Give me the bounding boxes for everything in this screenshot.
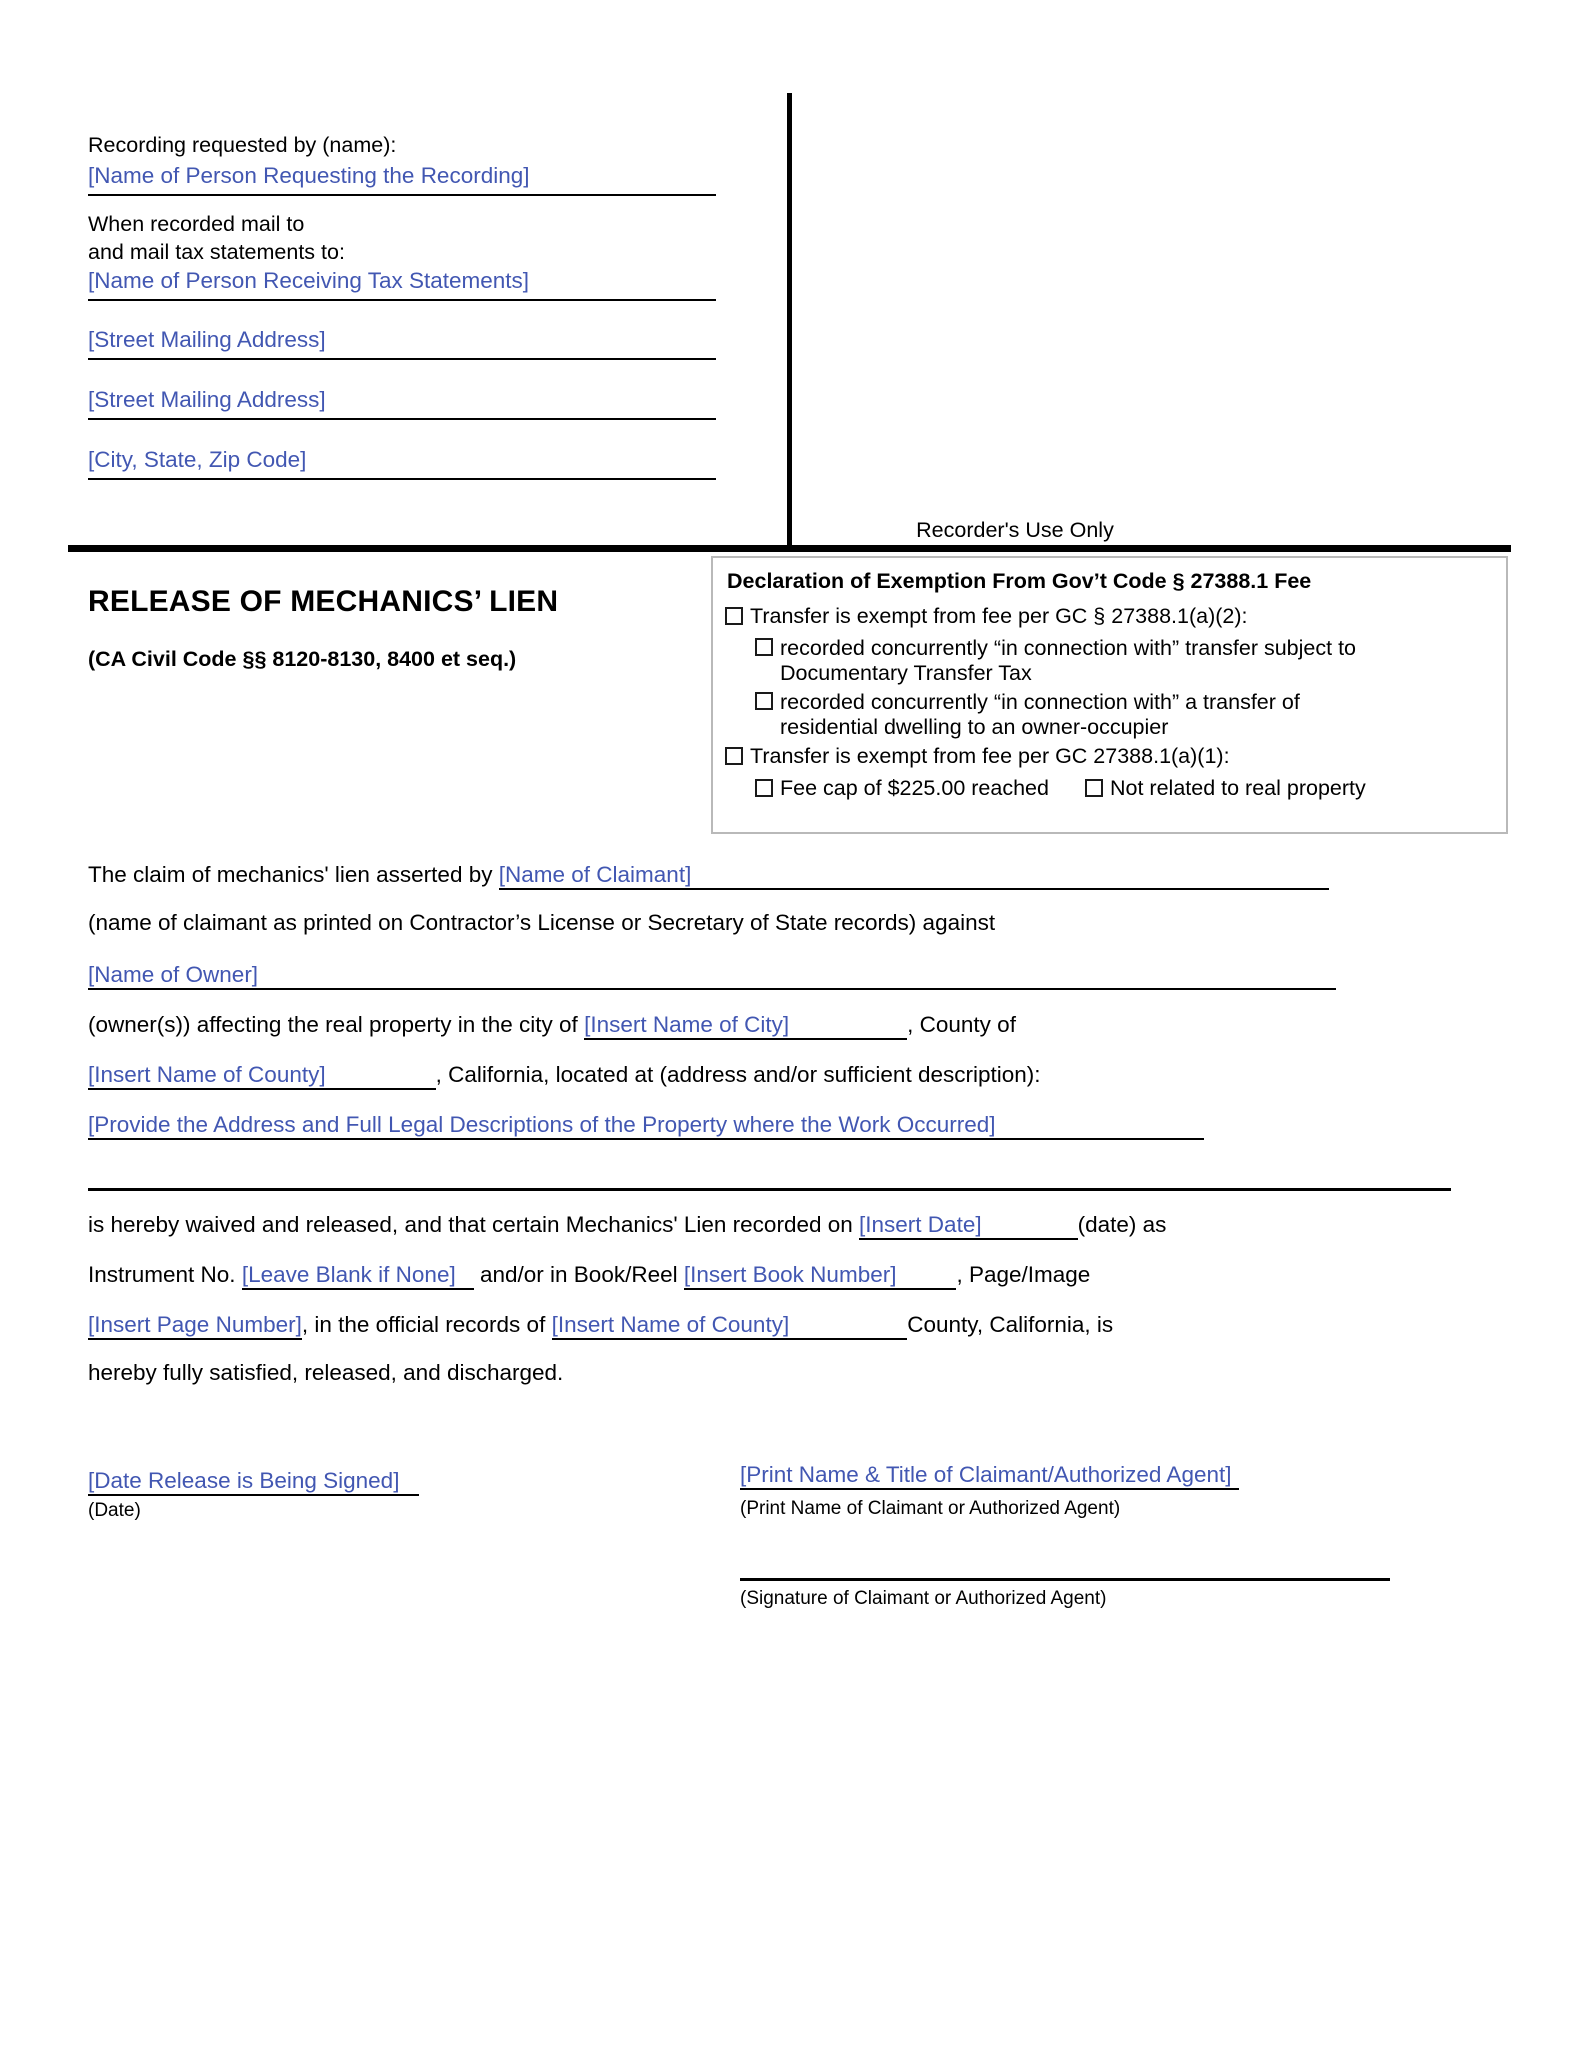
field-page-number[interactable]: [Insert Page Number] [88, 1312, 302, 1340]
signature-print-name-row [740, 1462, 1239, 1490]
exemption-a1-sub1-label: Fee cap of $225.00 reached [780, 776, 1049, 800]
exemption-a1-sub2-label: Not related to real property [1110, 776, 1366, 800]
field-instrument-number[interactable]: [Leave Blank if None] [242, 1262, 456, 1290]
street-address-1-field-row[interactable] [88, 327, 716, 353]
exemption-a2-sub1-line2: Documentary Transfer Tax [780, 660, 1032, 685]
property-description-blank-line[interactable] [88, 1188, 1451, 1191]
header-bottom-rule [68, 545, 1511, 552]
page-subtitle: (CA Civil Code §§ 8120-8130, 8400 et seq.) [88, 647, 517, 671]
field-recorded-date[interactable]: [Insert Date] [859, 1212, 982, 1240]
recording-requested-field-row[interactable] [88, 163, 716, 189]
exemption-checkbox-a1-sub2-row[interactable] [1085, 776, 1366, 801]
page-title: RELEASE OF MECHANICS’ LIEN [88, 585, 559, 618]
header-vertical-divider [787, 93, 792, 548]
exemption-a2-sub2-line2: residential dwelling to an owner-occupier [780, 714, 1169, 739]
signature-date-caption: (Date) [88, 1500, 141, 1521]
checkbox-a2-sub2-icon[interactable] [755, 692, 773, 710]
exemption-checkbox-a2-row[interactable] [725, 604, 1247, 629]
body-line-2-text: (name of claimant as printed on Contractor’s License or Secretary of State records) against [88, 910, 996, 935]
body-line-2 [88, 912, 995, 935]
recording-requested-value[interactable]: [Name of Person Requesting the Recording] [88, 163, 530, 188]
body-line-8-prefix: is hereby waived and released, and that certain Mechanics' Lien recorded on [88, 1212, 853, 1237]
field-claimant-name[interactable]: [Name of Claimant] [499, 862, 744, 890]
street-address-1-value[interactable]: [Street Mailing Address] [88, 327, 326, 352]
body-line-11-text: hereby fully satisfied, released, and discharged. [88, 1360, 564, 1385]
body-line-10-suffix: County, California, is [907, 1312, 1114, 1337]
exemption-declaration-box [711, 556, 1508, 834]
field-property-description[interactable]: [Provide the Address and Full Legal Descriptions of the Property where the Work Occurred] [88, 1112, 996, 1140]
field-book-number[interactable]: [Insert Book Number] [684, 1262, 897, 1290]
field-property-description-extension[interactable] [996, 1115, 1204, 1141]
body-line-1-prefix: The claim of mechanics' lien asserted by [88, 862, 493, 887]
recording-requested-underline [88, 194, 716, 196]
exemption-a2-sub2-line1: recorded concurrently “in connection with” a transfer of [780, 690, 1300, 714]
mail-to-label-line2-row [88, 239, 716, 267]
field-instrument-number-extension[interactable] [456, 1265, 474, 1291]
body-line-9-prefix: Instrument No. [88, 1262, 236, 1287]
checkbox-a2-icon[interactable] [725, 607, 743, 625]
body-line-4-suffix: , County of [907, 1012, 1016, 1037]
signature-caption: (Signature of Claimant or Authorized Agent) [740, 1588, 1107, 1609]
street-address-1-underline [88, 358, 716, 360]
mail-to-label-line2: and mail tax statements to: [88, 240, 345, 264]
body-line-4 [88, 1012, 1016, 1040]
field-print-name-title[interactable]: [Print Name & Title of Claimant/Authorized Agent] [740, 1462, 1231, 1490]
field-recorded-date-extension[interactable] [982, 1215, 1078, 1241]
exemption-heading: Declaration of Exemption From Gov’t Code § 27388.1 Fee [727, 569, 1312, 593]
recorders-use-only-label: Recorder's Use Only [916, 518, 1114, 542]
city-state-zip-underline [88, 478, 716, 480]
mail-to-label-line1-row [88, 211, 716, 239]
tax-statements-value[interactable]: [Name of Person Receiving Tax Statements] [88, 268, 530, 293]
tax-statements-underline [88, 299, 716, 301]
field-county-name-1-extension[interactable] [326, 1065, 436, 1091]
body-line-5 [88, 1062, 1041, 1090]
body-line-1 [88, 862, 1329, 890]
field-owner-name-extension[interactable] [283, 965, 1336, 991]
body-line-11 [88, 1362, 563, 1385]
field-book-number-extension[interactable] [896, 1265, 956, 1291]
body-line-8-suffix: (date) as [1077, 1212, 1167, 1237]
body-line-10-middle: , in the official records of [301, 1312, 546, 1337]
recorders-use-only-area [0, 518, 1510, 543]
body-line-6 [88, 1112, 1204, 1140]
field-county-name-1[interactable]: [Insert Name of County] [88, 1062, 326, 1090]
exemption-a1-label: Transfer is exempt from fee per GC 27388.1(a)(1): [750, 744, 1230, 768]
exemption-checkbox-a1-row[interactable] [725, 744, 1230, 769]
mail-to-label-line1: When recorded mail to [88, 212, 305, 236]
exemption-checkbox-a2-sub2-row[interactable] [755, 690, 1495, 740]
street-address-2-underline [88, 418, 716, 420]
signature-print-name-caption: (Print Name of Claimant or Authorized Agent) [740, 1498, 1121, 1519]
body-line-10 [88, 1312, 1113, 1340]
field-print-name-title-extension[interactable] [1231, 1465, 1239, 1491]
body-line-8 [88, 1212, 1166, 1240]
exemption-a2-label: Transfer is exempt from fee per GC § 27388.1(a)(2): [750, 604, 1248, 628]
field-county-name-2[interactable]: [Insert Name of County] [552, 1312, 790, 1340]
body-line-9-suffix: , Page/Image [956, 1262, 1091, 1287]
body-line-4-prefix: (owner(s)) affecting the real property in the city of [88, 1012, 578, 1037]
body-line-5-suffix: , California, located at (address and/or sufficient description): [435, 1062, 1041, 1087]
body-line-9-middle: and/or in Book/Reel [479, 1262, 678, 1287]
exemption-checkbox-a1-sub1-row[interactable] [755, 776, 1049, 801]
recording-requested-label: Recording requested by (name): [88, 133, 397, 157]
exemption-a2-sub1-line1: recorded concurrently “in connection with” transfer subject to [780, 636, 1356, 660]
field-signing-date[interactable]: [Date Release is Being Signed] [88, 1468, 399, 1496]
signature-line[interactable] [740, 1578, 1390, 1581]
checkbox-a1-icon[interactable] [725, 747, 743, 765]
field-city-name[interactable]: [Insert Name of City] [584, 1012, 789, 1040]
exemption-checkbox-a2-sub1-row[interactable] [755, 636, 1495, 686]
city-state-zip-value[interactable]: [City, State, Zip Code] [88, 447, 307, 472]
street-address-2-field-row[interactable] [88, 387, 716, 413]
recording-requested-label-row [88, 132, 716, 160]
city-state-zip-field-row[interactable] [88, 447, 716, 473]
field-signing-date-extension[interactable] [399, 1471, 419, 1497]
field-city-name-extension[interactable] [789, 1015, 907, 1041]
tax-statements-field-row[interactable] [88, 268, 716, 294]
field-county-name-2-extension[interactable] [789, 1315, 907, 1341]
body-line-9 [88, 1262, 1090, 1290]
checkbox-a2-sub1-icon[interactable] [755, 638, 773, 656]
signature-date-row [88, 1468, 419, 1496]
checkbox-fee-cap-icon[interactable] [755, 779, 773, 797]
body-line-3 [88, 962, 1336, 990]
field-claimant-name-extension[interactable] [744, 865, 1329, 891]
field-owner-name[interactable]: [Name of Owner] [88, 962, 283, 990]
checkbox-not-real-property-icon[interactable] [1085, 779, 1103, 797]
street-address-2-value[interactable]: [Street Mailing Address] [88, 387, 326, 412]
